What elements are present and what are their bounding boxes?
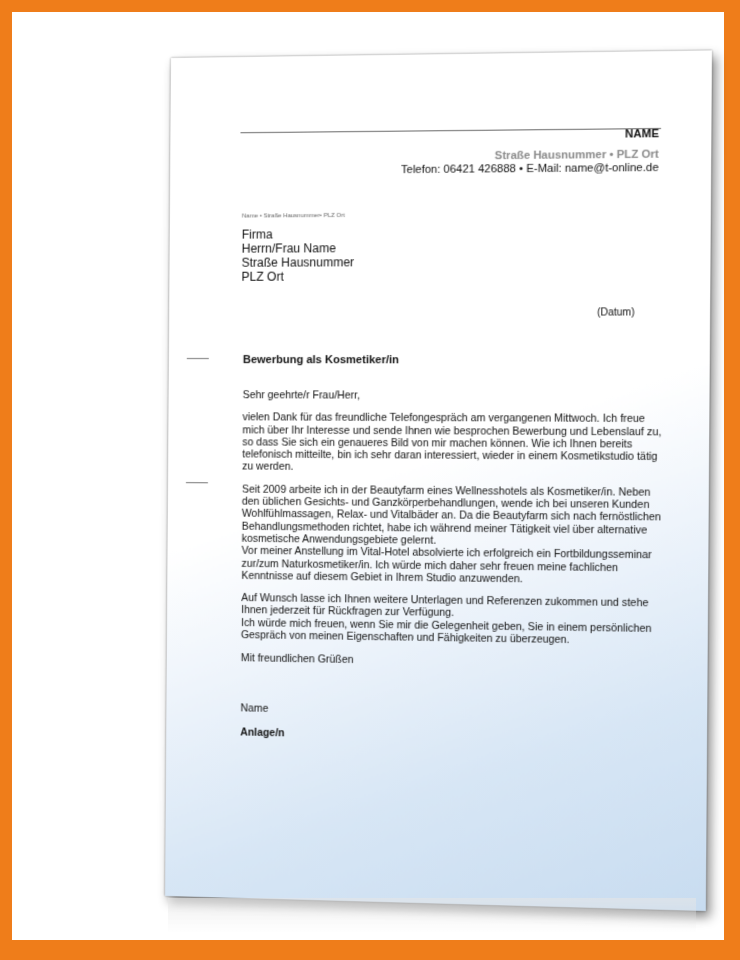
- fold-mark: [187, 358, 209, 359]
- sender-address: Straße Hausnummer • PLZ Ort: [494, 148, 659, 163]
- recipient-line: Herrn/Frau Name: [241, 241, 336, 256]
- subject-line: Bewerbung als Kosmetiker/in: [242, 354, 399, 367]
- body-paragraph: Vor meiner Anstellung im Vital-Hotel absolvierte ich erfolgreich ein Fortbildungsseminar zur/zum Naturkosmetiker/in. Ich würde mich daher sehr freuen meine fachlichen Kenntnisse auf diesem Gebiet in Ihrem Studio anzuwenden.: [241, 546, 652, 586]
- sender-contact: Telefon: 06421 426888 • E-Mail: name@t-online.de: [400, 161, 659, 177]
- attachments-label: Anlage/n: [240, 727, 285, 740]
- letter-sheet-wrapper: [165, 50, 712, 911]
- letter-body: [241, 390, 664, 659]
- body-paragraph: vielen Dank für das freundliche Telefongespräch am vergangenen Mittwoch. Ich freue mich über Ihr Interesse und sende Ihnen wie besprochen Bewerbung und Lebenslauf zu, so dass Sie sich ein genaueres Bild von mir machen können. Wie ich Ihnen bereits telefonisch mitteilte, bin ich sehr daran interessiert, wieder in einem Kosmetikstudio tätig zu werden.: [242, 412, 662, 474]
- sender-name: NAME: [625, 127, 659, 141]
- salutation: Sehr geehrte/r Frau/Herr,: [242, 390, 361, 402]
- sheet-reflection: [168, 898, 696, 934]
- recipient-block: [241, 227, 354, 284]
- recipient-line: Firma: [241, 227, 273, 242]
- body-paragraph: Auf Wunsch lasse ich Ihnen weitere Unterlagen und Referenzen zukommen und stehe Ihnen jederzeit für Rückfragen zur Verfügung.: [241, 593, 649, 620]
- fold-mark: [186, 482, 208, 483]
- closing: Mit freundlichen Grüßen: [240, 653, 354, 667]
- recipient-line: PLZ Ort: [241, 269, 284, 284]
- return-address-line: Name • Straße Hausnummer• PLZ Ort: [241, 212, 345, 220]
- signature-name: Name: [240, 703, 269, 715]
- body-paragraph: Ich würde mich freuen, wenn Sie mir die Gelegenheit geben, Sie in einem persönlichen Gespräch von meinen Eigenschaften und Fähigkeiten zu überzeugen.: [240, 617, 652, 647]
- body-paragraph: Seit 2009 arbeite ich in der Beautyfarm eines Wellnesshotels als Kosmetiker/in. Neben den üblichen Gesichts- und Ganzkörperbehandlungen, wende ich bei unseren Kunden Wohlfühlmassagen, Relax- und Vitalbäder an. Da die Beautyfarm sich nach fernöstlichen Behandlungsmethoden richtet, habe ich während meiner Tätigkeit viel über alternative kosmetische Anwendungsgebiete gelernt.: [241, 484, 661, 547]
- date: (Datum): [596, 307, 635, 319]
- header-rule: [240, 128, 661, 133]
- letter-sheet: [165, 50, 712, 911]
- recipient-line: Straße Hausnummer: [241, 255, 355, 270]
